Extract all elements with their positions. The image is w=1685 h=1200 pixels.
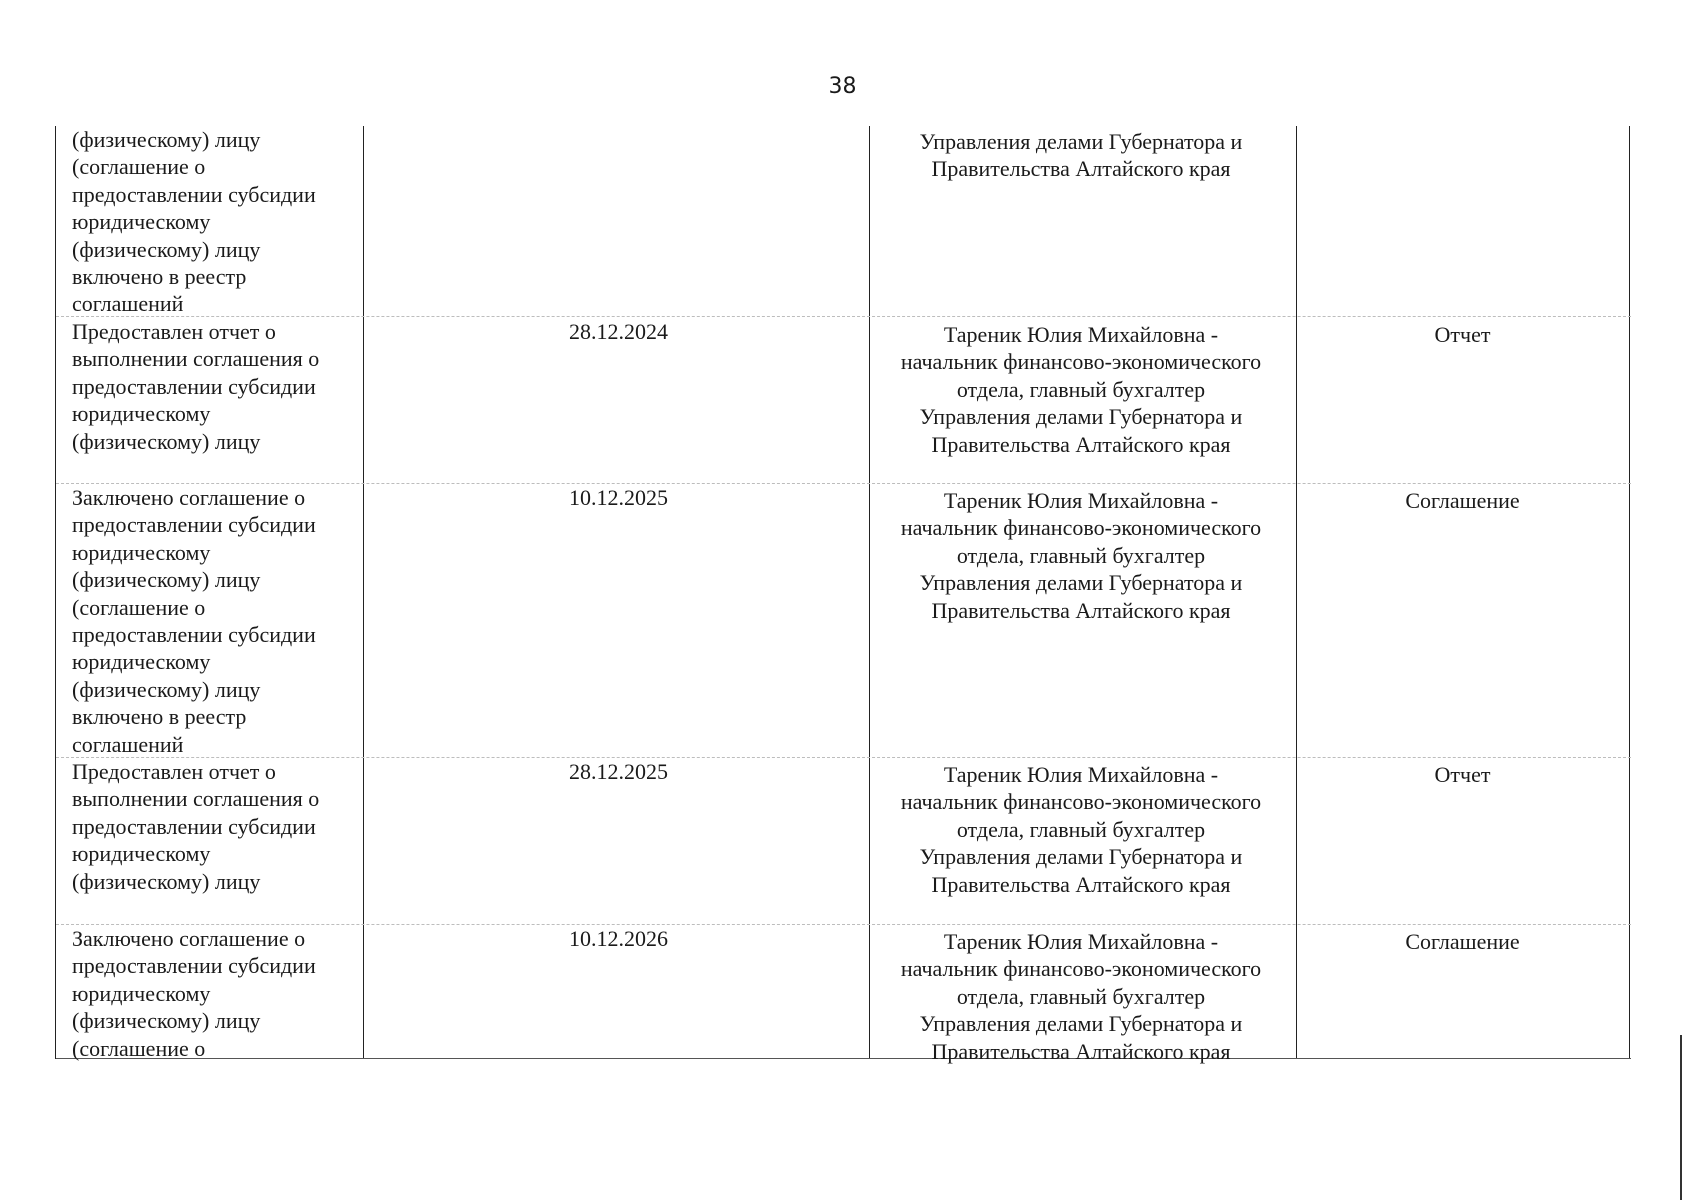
schedule-table [55, 126, 1630, 1064]
responsible-cell: Тареник Юлия Михайловна - начальник финансово-экономического отдела, главный бухгалтер Управления делами Губернатора и Правительства Алтайского края [900, 762, 1262, 897]
date-cell: 10.12.2025 [569, 485, 668, 510]
column-divider [1296, 126, 1297, 1059]
responsible-cell: Тареник Юлия Михайловна - начальник финансово-экономического отдела, главный бухгалтер Управления делами Губернатора и Правительства Алтайского края [900, 929, 1262, 1064]
document-cell: Соглашение [1405, 488, 1520, 513]
scan-edge-mark [1680, 1035, 1682, 1200]
date-cell: 10.12.2026 [569, 926, 668, 951]
event-cell: Заключено соглашение о предоставлении субсидии юридическому (физическому) лицу (соглашение о предоставлении субсидии юридическому (физическому) лицу включено в реестр соглашений [72, 485, 316, 757]
responsible-cell: Управления делами Губернатора и Правительства Алтайского края [919, 129, 1243, 182]
document-cell: Соглашение [1405, 929, 1520, 954]
event-cell: Предоставлен отчет о выполнении соглашения о предоставлении субсидии юридическому (физическому) лицу [72, 319, 320, 454]
date-cell: 28.12.2025 [569, 759, 668, 784]
document-cell: Отчет [1434, 762, 1491, 787]
date-cell: 28.12.2024 [569, 319, 668, 344]
event-cell: Заключено соглашение о предоставлении субсидии юридическому (физическому) лицу (соглашение о [72, 926, 316, 1061]
column-divider [363, 126, 364, 1059]
document-cell: Отчет [1434, 322, 1491, 347]
responsible-cell: Тареник Юлия Михайловна - начальник финансово-экономического отдела, главный бухгалтер Управления делами Губернатора и Правительства Алтайского края [900, 322, 1262, 457]
responsible-cell: Тареник Юлия Михайловна - начальник финансово-экономического отдела, главный бухгалтер Управления делами Губернатора и Правительства Алтайского края [900, 488, 1262, 623]
event-cell: Предоставлен отчет о выполнении соглашения о предоставлении субсидии юридическому (физическому) лицу [72, 759, 320, 894]
event-cell: (физическому) лицу (соглашение о предоставлении субсидии юридическому (физическому) лицу включено в реестр соглашений [72, 127, 316, 317]
page-number: 38 [828, 74, 857, 99]
